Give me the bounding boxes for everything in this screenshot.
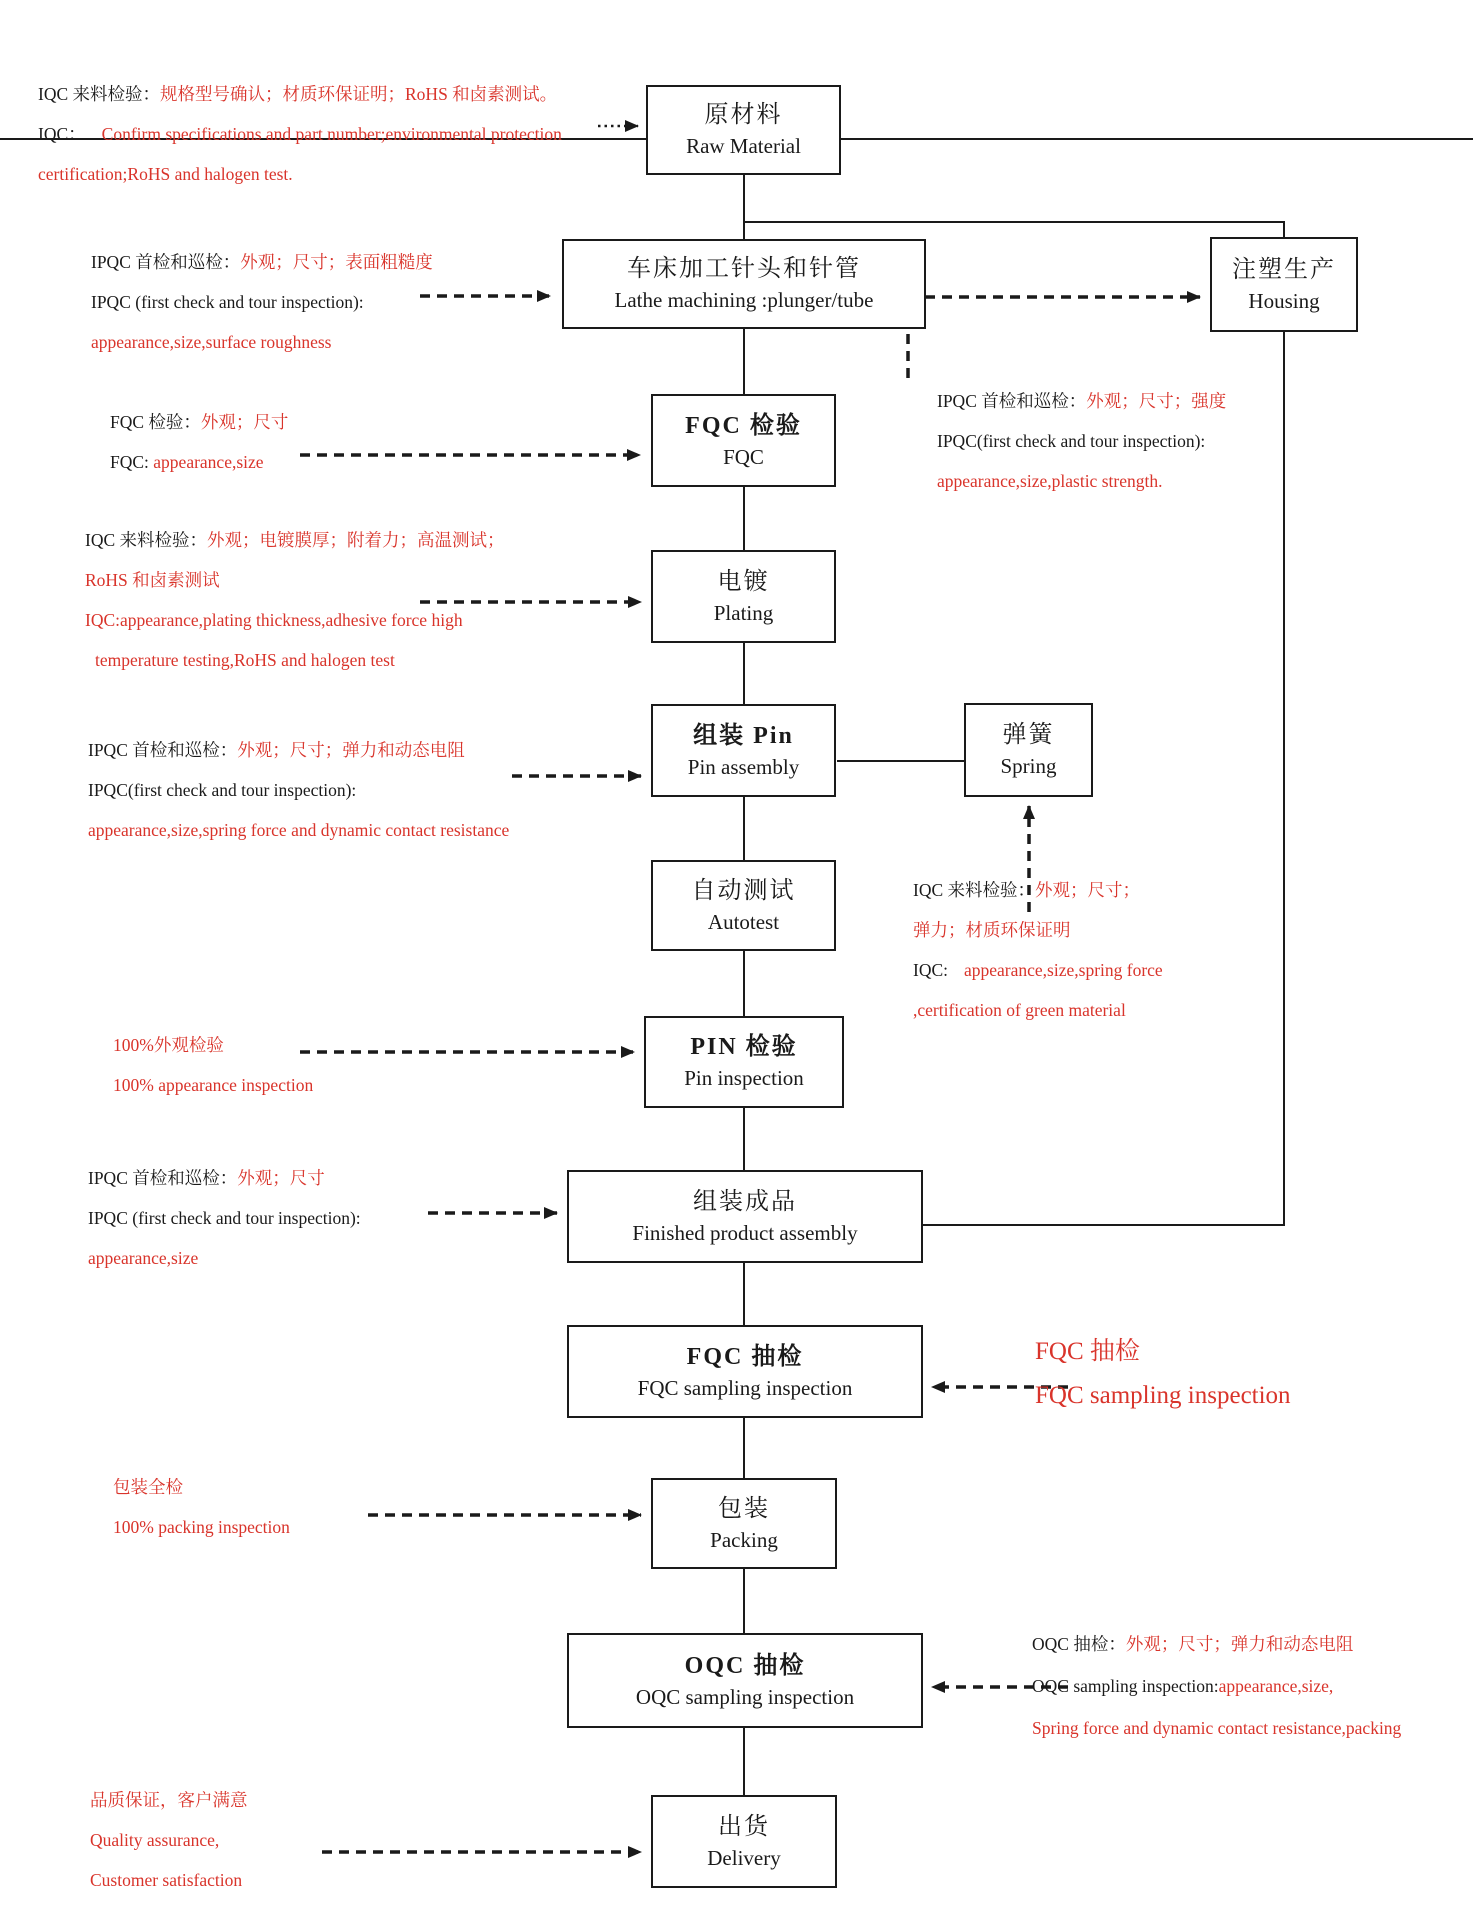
node-label-en: Packing (710, 1527, 778, 1552)
node-label-en: Lathe machining :plunger/tube (614, 288, 874, 312)
annotation-line (113, 1517, 290, 1538)
annotation-red-text: 外观；尺寸； (1035, 880, 1141, 900)
annotation-red-text: Spring force and dynamic contact resistance,packing (1032, 1718, 1402, 1738)
annotation-red-text: 外观；尺寸 (237, 1168, 325, 1188)
node-label-en: Housing (1248, 288, 1320, 313)
node-spring (964, 703, 1093, 797)
node-label-en: Plating (713, 600, 774, 625)
annotation-red-text: 外观；尺寸；表面粗糙度 (240, 252, 433, 272)
annotation-red-text: certification;RoHS and halogen test. (38, 164, 293, 184)
annotation-red-text: appearance,size,surface roughness (91, 332, 332, 352)
node-raw-material (646, 85, 841, 175)
annotation-red-text: 包装全检 (113, 1477, 183, 1497)
annotation-line (113, 1477, 290, 1498)
annotation-black-text: IPQC (first check and tour inspection): (88, 1208, 361, 1228)
node-label-en: Spring (1000, 754, 1057, 778)
node-housing (1210, 237, 1358, 332)
node-delivery (651, 1795, 837, 1888)
node-label-zh: FQC 抽检 (686, 1343, 804, 1370)
annotation-100-appearance-inspection (113, 1035, 313, 1115)
annotation-red-text: Confirm specifications and part number;environmental protection (101, 124, 562, 144)
annotation-line (913, 880, 1163, 901)
annotation-red-text: appearance,size, (1218, 1676, 1334, 1696)
node-fqc-inspection (651, 394, 836, 487)
annotation-line (88, 820, 509, 841)
annotation-fqc-sampling (1035, 1337, 1291, 1425)
connector-branch-to-housing (744, 222, 1284, 237)
node-label-zh: 自动测试 (691, 877, 796, 904)
annotation-black-text: FQC: (110, 452, 149, 472)
annotation-line (937, 431, 1226, 452)
annotation-ipqc-pin-assembly (88, 740, 509, 860)
annotation-100-packing-inspection (113, 1477, 290, 1557)
annotation-line (38, 124, 562, 145)
node-autotest (651, 860, 836, 951)
node-lathe-machining (562, 239, 926, 329)
annotation-ipqc-finished-assembly (88, 1168, 361, 1288)
node-label-en: Pin inspection (684, 1066, 804, 1090)
node-label-en: Autotest (707, 909, 780, 934)
node-label-zh: 注塑生产 (1232, 256, 1336, 283)
annotation-line (91, 252, 433, 273)
node-label-zh: 原材料 (704, 102, 783, 128)
annotation-line (937, 391, 1226, 412)
node-packing (651, 1478, 837, 1569)
node-label-zh: PIN 检验 (690, 1034, 798, 1060)
node-label-en: Finished product assembly (632, 1220, 858, 1245)
node-oqc-sampling-inspection (567, 1633, 923, 1728)
annotation-oqc-sampling (1032, 1634, 1401, 1760)
annotation-line (90, 1790, 248, 1811)
annotation-ipqc-lathe (91, 252, 433, 372)
annotation-iqc-plating (85, 530, 505, 690)
annotation-line (1032, 1634, 1401, 1655)
annotation-line (88, 740, 509, 761)
annotation-line (38, 84, 562, 105)
annotation-line (113, 1035, 313, 1056)
annotation-red-text: ,certification of green material (913, 1000, 1126, 1020)
annotation-red-text: 外观；尺寸 (200, 412, 289, 432)
node-label-en: FQC (723, 444, 764, 469)
annotation-line (38, 164, 562, 185)
node-label-zh: FQC 检验 (685, 412, 802, 439)
annotation-line (85, 570, 505, 591)
annotation-line (913, 960, 1163, 981)
annotation-black-text: IPQC 首检和巡检： (88, 1168, 238, 1188)
annotation-black-text: IPQC 首检和巡检： (91, 252, 241, 272)
annotation-iqc-raw-material (38, 84, 562, 204)
annotation-fqc-inspection (110, 412, 288, 492)
annotation-line (1032, 1676, 1401, 1697)
node-label-zh: 车床加工针头和针管 (627, 256, 861, 282)
annotation-black-text: IPQC 首检和巡检： (88, 740, 238, 760)
node-pin-assembly (651, 704, 836, 797)
annotation-line (91, 332, 433, 353)
annotation-line (90, 1870, 248, 1891)
annotation-line (88, 780, 509, 801)
annotation-red-text: 100% packing inspection (113, 1517, 290, 1537)
annotation-red-text: 100%外观检验 (113, 1035, 224, 1055)
annotation-line (913, 920, 1163, 941)
annotation-line (1035, 1381, 1291, 1411)
node-label-zh: 组装 Pin (693, 722, 794, 749)
annotation-red-text: FQC sampling inspection (1035, 1382, 1291, 1409)
node-label-zh: 弹簧 (1002, 722, 1055, 748)
annotation-line (85, 610, 505, 631)
node-label-en: Raw Material (686, 134, 801, 158)
annotation-line (110, 452, 288, 473)
annotation-line (113, 1075, 313, 1096)
node-finished-product-assembly (567, 1170, 923, 1263)
annotation-line (85, 530, 505, 551)
annotation-red-text: 品质保证，客户满意 (90, 1790, 248, 1810)
annotation-red-text: appearance,size (88, 1248, 199, 1268)
annotation-black-text: OQC sampling inspection: (1032, 1676, 1219, 1696)
annotation-line (88, 1248, 361, 1269)
node-pin-inspection (644, 1016, 844, 1108)
node-label-zh: 出货 (718, 1813, 770, 1840)
node-label-zh: OQC 抽检 (684, 1652, 806, 1679)
annotation-black-text: IPQC(first check and tour inspection): (88, 780, 357, 800)
annotation-black-text: IQC： (38, 124, 86, 144)
annotation-red-text: temperature testing,RoHS and halogen test (95, 650, 395, 670)
annotation-red-text: Quality assurance, (90, 1830, 220, 1850)
node-plating (651, 550, 836, 643)
annotation-red-text: 外观；尺寸；弹力和动态电阻 (237, 740, 465, 760)
annotation-line (90, 1830, 248, 1851)
annotation-black-text: IPQC 首检和巡检： (937, 391, 1087, 411)
annotation-red-text: 100% appearance inspection (113, 1075, 314, 1095)
annotation-black-text: IQC: (913, 960, 948, 980)
annotation-line (913, 1000, 1163, 1021)
annotation-red-text: FQC 抽检 (1035, 1338, 1140, 1365)
annotation-red-text: Customer satisfaction (90, 1870, 243, 1890)
annotation-line (85, 650, 505, 671)
annotation-red-text: 弹力；材质环保证明 (913, 920, 1071, 940)
annotation-ipqc-housing (937, 391, 1226, 511)
node-label-en: FQC sampling inspection (637, 1375, 853, 1400)
annotation-red-text: 外观；尺寸；弹力和动态电阻 (1125, 1634, 1354, 1654)
annotation-red-text: 外观；尺寸；强度 (1086, 391, 1227, 411)
annotation-line (1032, 1718, 1401, 1739)
annotation-line (937, 471, 1226, 492)
annotation-line (91, 292, 433, 313)
annotation-iqc-spring (913, 880, 1163, 1040)
annotation-quality-assurance (90, 1790, 248, 1910)
node-label-zh: 包装 (718, 1495, 770, 1522)
node-label-zh: 电镀 (717, 568, 770, 595)
node-label-zh: 组装成品 (693, 1188, 797, 1215)
annotation-black-text: IPQC(first check and tour inspection): (937, 431, 1206, 451)
annotation-red-text: 规格型号确认；材质环保证明；RoHS 和卤素测试。 (160, 84, 558, 104)
node-fqc-sampling-inspection (567, 1325, 923, 1418)
annotation-black-text: OQC 抽检： (1032, 1634, 1126, 1654)
annotation-red-text: appearance,size,spring force and dynamic contact resistance (88, 820, 510, 840)
annotation-black-text: IQC 来料检验： (913, 880, 1036, 900)
annotation-black-text: IPQC (first check and tour inspection): (91, 292, 364, 312)
annotation-red-text: appearance,size,spring force (964, 960, 1163, 980)
annotation-black-text: IQC 来料检验： (85, 530, 208, 550)
annotation-black-text: IQC 来料检验： (38, 84, 161, 104)
annotation-line (88, 1168, 361, 1189)
annotation-red-text: RoHS 和卤素测试 (85, 570, 220, 590)
annotation-line (1035, 1337, 1291, 1367)
node-label-en: Delivery (707, 1845, 781, 1870)
annotation-red-text: IQC:appearance,plating thickness,adhesive force high (85, 610, 463, 630)
annotation-black-text: FQC 检验： (110, 412, 201, 432)
annotation-red-text: 外观；电镀膜厚；附着力；高温测试； (207, 530, 505, 550)
annotation-line (110, 412, 288, 433)
node-label-en: OQC sampling inspection (635, 1684, 855, 1709)
node-label-en: Pin assembly (687, 754, 800, 779)
annotation-red-text: appearance,size (153, 452, 264, 472)
annotation-line (88, 1208, 361, 1229)
annotation-red-text: appearance,size,plastic strength. (937, 471, 1163, 491)
